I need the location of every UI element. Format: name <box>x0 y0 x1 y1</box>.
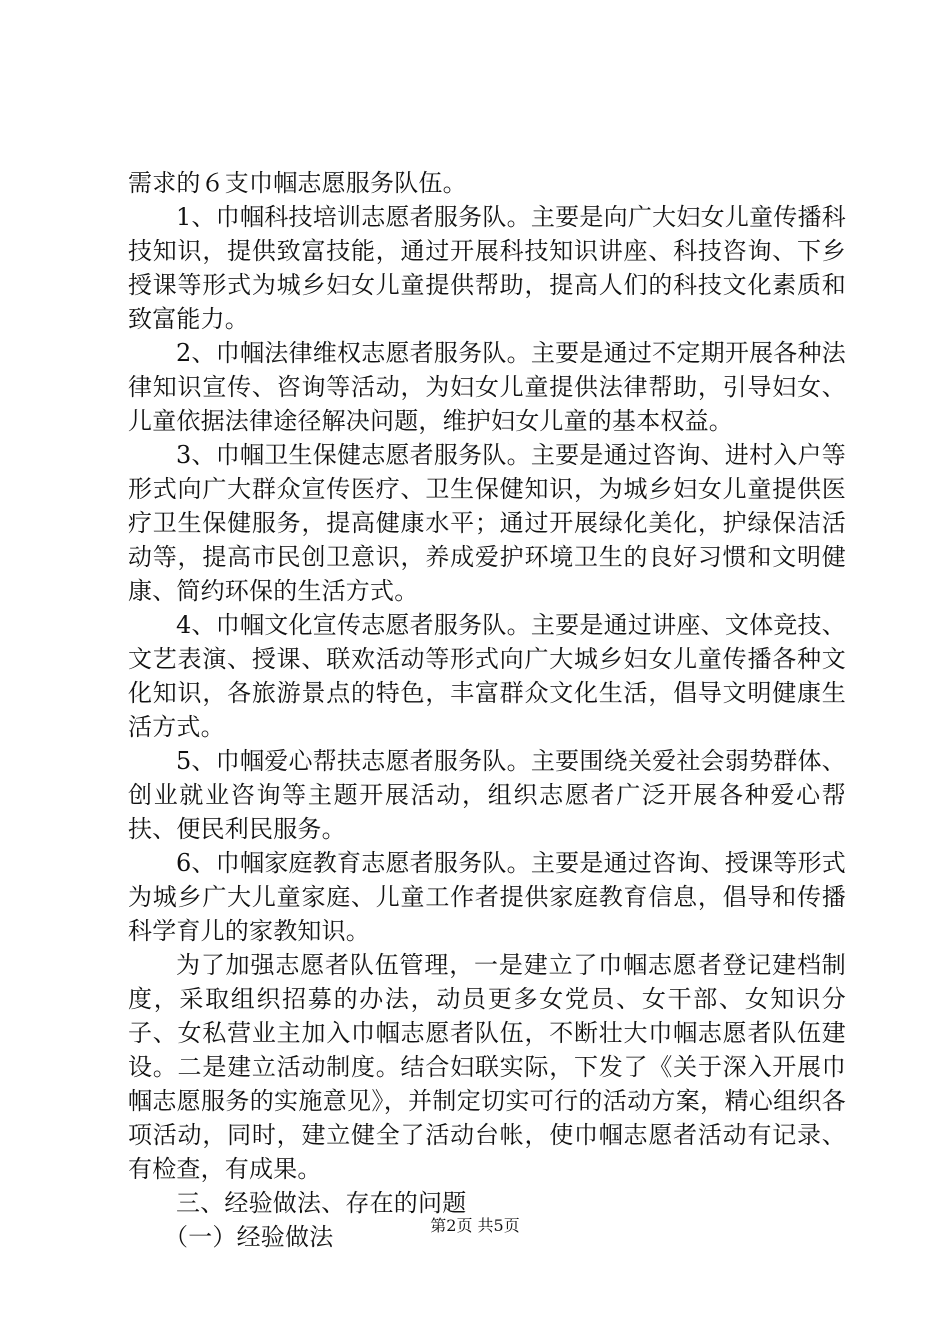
page-footer: 第2页 共5页 <box>430 1216 520 1235</box>
paragraph-legal-rights-team: 2、巾帼法律维权志愿者服务队。主要是通过不定期开展各种法律知识宣传、咨询等活动，为妇女儿童提供法律帮助，引导妇女、儿童依据法律途径解决问题，维护妇女儿童的基本权益。 <box>128 339 846 435</box>
paragraph-culture-team: 4、巾帼文化宣传志愿者服务队。主要是通过讲座、文体竞技、文艺表演、授课、联欢活动等形式向广大城乡妇女儿童传播各种文化知识，各旅游景点的特色，丰富群众文化生活，倡导文明健康生活方式。 <box>128 611 846 741</box>
section-heading: 三、经验做法、存在的问题 <box>176 1189 467 1217</box>
document-body <box>128 166 846 1254</box>
paragraph-health-care-team: 3、巾帼卫生保健志愿者服务队。主要是通过咨询、进村入户等形式向广大群众宣传医疗、卫生保健知识，为城乡妇女儿童提供医疗卫生保健服务，提高健康水平；通过开展绿化美化，护绿保洁活动等，提高市民创卫意识，养成爱护环境卫生的良好习惯和文明健康、简约环保的生活方式。 <box>128 441 846 605</box>
subsection-heading: （一）经验做法 <box>164 1223 334 1251</box>
paragraph-tech-training-team: 1、巾帼科技培训志愿者服务队。主要是向广大妇女儿童传播科技知识，提供致富技能，通过开展科技知识讲座、科技咨询、下乡授课等形式为城乡妇女儿童提供帮助，提高人们的科技文化素质和致富能力。 <box>128 203 846 333</box>
paragraph-family-education-team: 6、巾帼家庭教育志愿者服务队。主要是通过咨询、授课等形式为城乡广大儿童家庭、儿童工作者提供家庭教育信息，倡导和传播科学育儿的家教知识。 <box>128 849 846 945</box>
paragraph-charity-team: 5、巾帼爱心帮扶志愿者服务队。主要围绕关爱社会弱势群体、创业就业咨询等主题开展活动，组织志愿者广泛开展各种爱心帮扶、便民利民服务。 <box>128 747 846 843</box>
paragraph-team-management: 为了加强志愿者队伍管理，一是建立了巾帼志愿者登记建档制度，采取组织招募的办法，动员更多女党员、女干部、女知识分子、女私营业主加入巾帼志愿者队伍，不断壮大巾帼志愿者队伍建设。二是建立活动制度。结合妇联实际，下发了《关于深入开展巾帼志愿服务的实施意见》，并制定切实可行的活动方案，精心组织各项活动，同时，建立健全了活动台帐，使巾帼志愿者活动有记录、有检查，有成果。 <box>128 951 846 1183</box>
paragraph-continuation: 需求的６支巾帼志愿服务队伍。 <box>128 169 467 197</box>
